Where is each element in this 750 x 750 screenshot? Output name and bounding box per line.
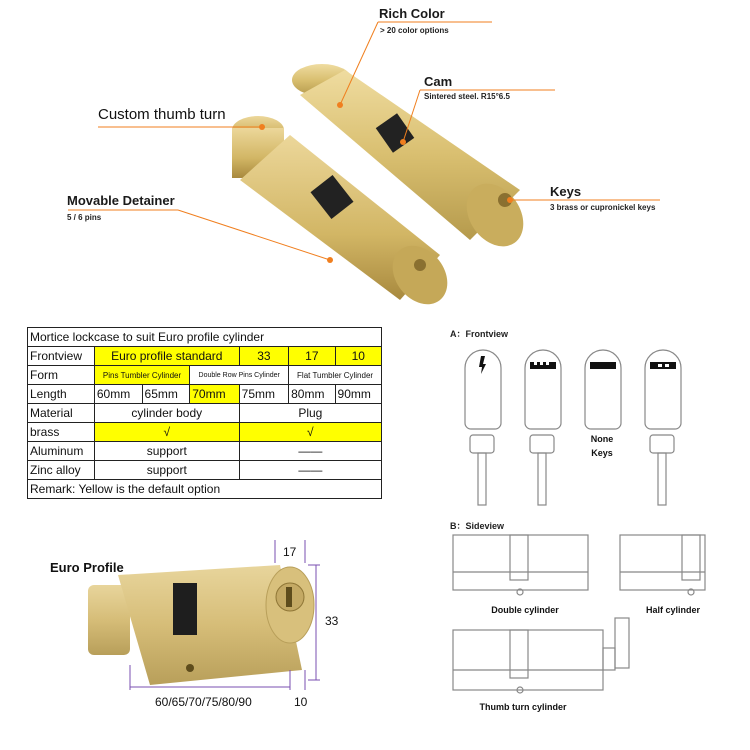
none-keys-line2: Keys xyxy=(591,448,613,458)
thumb-turn-caption: Thumb turn cylinder xyxy=(479,702,567,712)
form-flat-tumbler: Flat Tumbler Cylinder xyxy=(289,366,382,385)
table-header: Mortice lockcase to suit Euro profile cylinder xyxy=(28,328,382,347)
profile-outline xyxy=(525,350,561,429)
frontview-title: A：Frontview xyxy=(450,329,509,339)
cam-sub: Sintered steel. R15°6.5 xyxy=(424,92,510,101)
euro-profile-title: Euro Profile xyxy=(50,560,124,575)
rich-color-title: Rich Color xyxy=(379,6,445,21)
profile-outline xyxy=(645,350,681,429)
brass-label: brass xyxy=(28,423,95,442)
frontview-label: Frontview xyxy=(28,347,95,366)
form-pins-tumbler: Pins Tumbler Cylinder xyxy=(94,366,189,385)
half-cylinder-caption: Half cylinder xyxy=(645,605,701,615)
rich-color-sub: > 20 color options xyxy=(380,26,449,35)
form-label: Form xyxy=(28,366,95,385)
table-remark: Remark: Yellow is the default option xyxy=(28,480,382,499)
aluminum-label: Aluminum xyxy=(28,442,95,461)
keys-title: Keys xyxy=(550,184,582,199)
dim-10: 10 xyxy=(294,695,308,709)
length-cell: 60mm xyxy=(94,385,142,404)
cam-title: Cam xyxy=(424,74,453,89)
zinc-label: Zinc alloy xyxy=(28,461,95,480)
profile-outline xyxy=(585,350,621,429)
dim-33: 33 xyxy=(325,614,339,628)
zinc-body: support xyxy=(94,461,239,480)
length-label: Length xyxy=(28,385,95,404)
brass-body: √ xyxy=(94,423,239,442)
material-body: cylinder body xyxy=(94,404,239,423)
product-photo xyxy=(0,0,750,320)
dim-17: 17 xyxy=(283,545,297,559)
zinc-plug: —— xyxy=(239,461,381,480)
none-keys-line1: None xyxy=(590,434,614,444)
frontview-diagram xyxy=(450,340,700,510)
thumb-turn-title: Custom thumb turn xyxy=(98,106,226,123)
length-cell: 65mm xyxy=(142,385,190,404)
detainer-sub: 5 / 6 pins xyxy=(67,213,102,222)
frontview-33: 33 xyxy=(239,347,288,366)
sideview-title: B：Sideview xyxy=(450,521,505,531)
frontview-10: 10 xyxy=(335,347,381,366)
material-plug: Plug xyxy=(239,404,381,423)
aluminum-body: support xyxy=(94,442,239,461)
frontview-standard: Euro profile standard xyxy=(94,347,239,366)
keys-sub: 3 brass or cupronickel keys xyxy=(550,203,656,212)
length-cell-default: 70mm xyxy=(190,385,239,404)
form-double-row: Double Row Pins Cylinder xyxy=(190,366,289,385)
frontview-17: 17 xyxy=(289,347,335,366)
brass-plug: √ xyxy=(239,423,381,442)
aluminum-plug: —— xyxy=(239,442,381,461)
material-label: Material xyxy=(28,404,95,423)
sideview-diagram xyxy=(445,530,735,705)
length-cell: 90mm xyxy=(335,385,381,404)
dim-lengths: 60/65/70/75/80/90 xyxy=(155,695,252,709)
detainer-title: Movable Detainer xyxy=(67,193,175,208)
spec-table xyxy=(27,327,382,499)
length-cell: 75mm xyxy=(239,385,288,404)
length-cell: 80mm xyxy=(289,385,335,404)
double-cylinder-caption: Double cylinder xyxy=(491,605,559,615)
